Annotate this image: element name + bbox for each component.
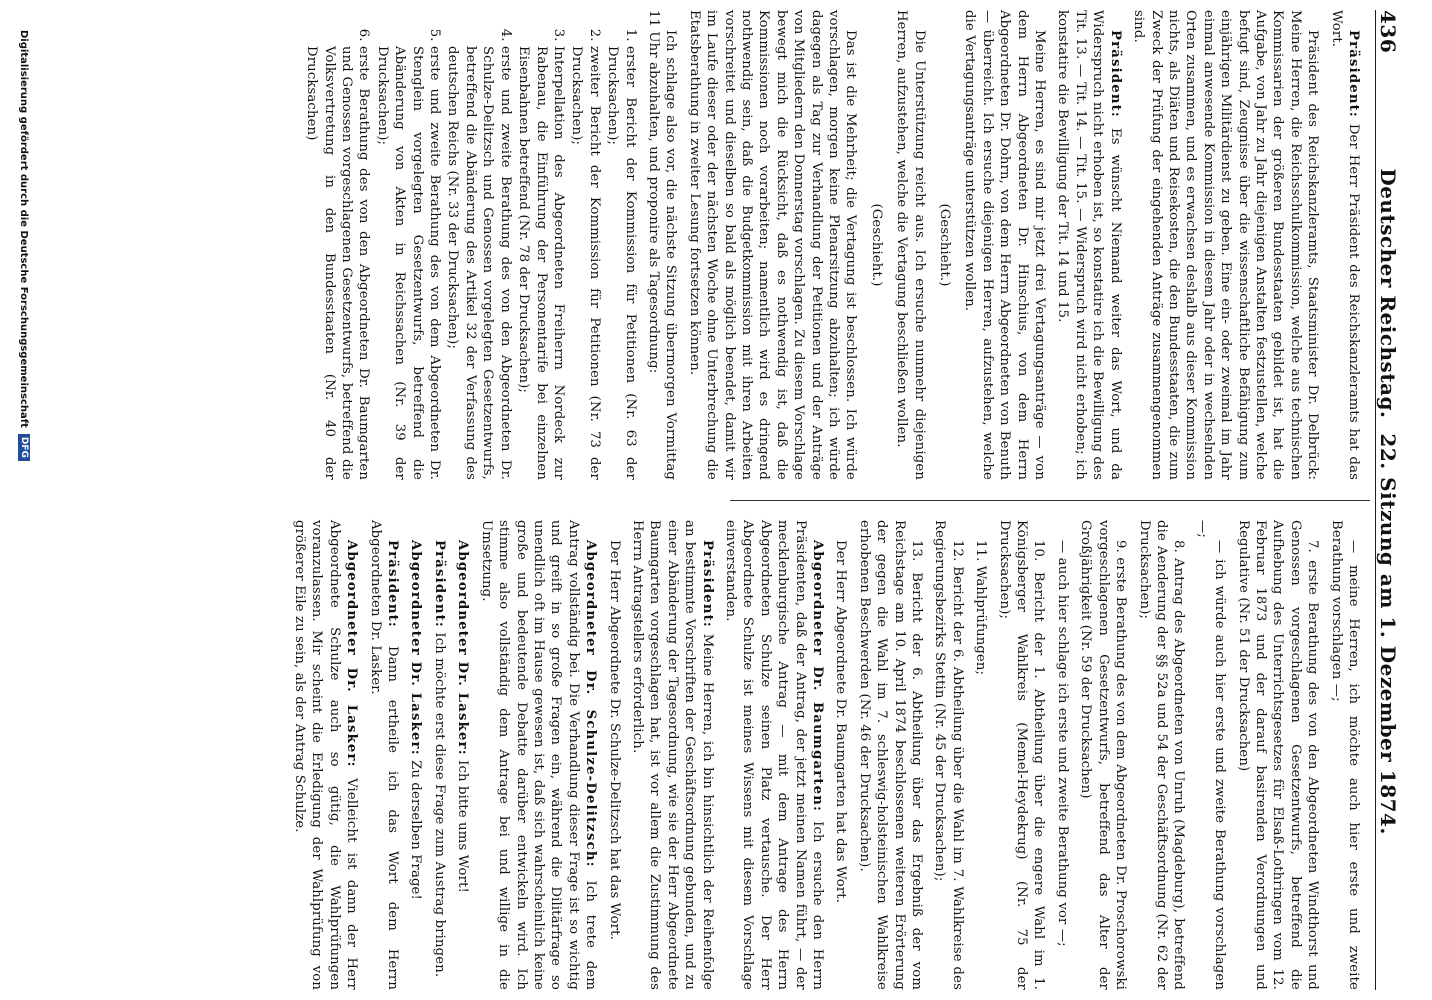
- paragraph-text: (Geschieht.): [937, 203, 953, 287]
- agenda-item: 2. zweiter Bericht der Kommission für Petitionen (Nr. 73 der Drucksachen);: [568, 46, 603, 480]
- document-page: [18, 10, 1420, 991]
- paragraph: [685, 10, 859, 480]
- paragraph: [1135, 520, 1187, 990]
- paragraph: [291, 520, 361, 990]
- paragraph-text: (Geschieht.): [868, 203, 884, 287]
- paragraph: [832, 520, 849, 990]
- paragraph: [961, 10, 1048, 480]
- paragraph-text: Präsident des Reichskanzleramts, Staatsminister Dr. Delbrück: Meine Herren, die Reichsschulkommission, welche aus technischen Kommissarien der größeren Bundesstaaten gebildet ist, hat die Aufgabe, von Jahr zu Jahr diejenigen Anstalten festzustellen, welche befugt sind, Zeugnisse über die wissenschaftliche Befähigung zum einjährigen Militärdienst zu geben. Eine ein- oder zweimal im Jahr einmal anwesende Kommission in diesem Jahr oder in wechselnden Orten zusammen, und es erwachsen deshalb aus dieser Kommission nichts, als Diäten und Reisekosten, die den Bundesstaaten, die zum Zweck der Prüfung der eingehenden Anträge zusammengenommen sind.: [1131, 10, 1321, 480]
- paragraph: [855, 520, 925, 990]
- paragraph: [867, 10, 884, 480]
- paragraph-text: 13. Bericht der 6. Abtheilung über das Ergebniß der vom Reichstage am 10. April 1874 beschlossenen weiteren Erörterung der gegen die Wahl im 7. schleswig-holsteinischen Wahlkreise erhobenen Beschwerden (Nr. 46 der Drucksachen).: [856, 520, 925, 990]
- paragraph-text: Meine Herren, es sind mir jetzt drei Vertagungsanträge — von dem Herrn Abgeordneten Dr. Hinschius, von dem Herrn Abgeordneten Dr. Dohrn, von dem Herrn Abgeordneten von Benuth — überreicht. Ich ersuche diejenigen Herren, aufzustehen, welche die Vertagungsanträge unterstützen wollen.: [962, 10, 1048, 480]
- paragraph-text: Der Herr Abgeordnete Dr. Schulze-Delitzsch hat das Wort.: [606, 540, 622, 940]
- paragraph-text: Die Unterstützung reicht aus. Ich ersuche nunmehr diejenigen Herren, aufzustehen, welche die Vertagung beschließen wollen.: [894, 10, 927, 480]
- paragraph: [1054, 10, 1124, 480]
- paragraph: [995, 520, 1047, 990]
- digitization-credit: [18, 30, 30, 990]
- paragraph: [1193, 520, 1228, 990]
- paragraph: [931, 520, 966, 990]
- page-header: [1375, 10, 1420, 990]
- paragraph: [605, 520, 622, 990]
- paragraph-text: Ich ersuche den Herrn Präsidenten, daß der Antrag, der jetzt meinen Namen führt, — der mecklenburgische Antrag — mit dem Antrage des Herrn Abgeordneten Schulze seinen Platz vertausche. Der Herr Abgeordnete Schulze ist meines Wissens mit diesem Vorschlage einverstanden.: [723, 520, 826, 991]
- paragraph: [645, 10, 680, 480]
- paragraph: [1054, 520, 1071, 990]
- dfg-logo: DFG: [18, 434, 30, 461]
- agenda-item: 4. erste und zweite Berathung des von den Abgeordneten Dr. Schulze-Delitzsch und Genossen vorgelegten Gesetzentwurfs, betreffend die Abänderung des Artikel 32 der Verfassung des deutschen Reichs (Nr. 33 der Drucksachen);: [444, 46, 514, 480]
- paragraph-text: 7. erste Berathung des von den Abgeordneten Windthorst und Genossen vorgeschlagenen Gesetzentwurfs, betreffend die Aufhebung des Unterrichtsgesetzes für Elsaß-Lothringen vom 12. Februar 1873 und der darauf basirenden Verordnungen und Regulative (Nr. 51 der Drucksachen): [1235, 520, 1321, 990]
- paragraph: [1327, 10, 1362, 480]
- paragraph-text: Der Herr Abgeordnete Dr. Baumgarten hat das Wort.: [833, 540, 849, 904]
- paragraph: [1327, 520, 1362, 990]
- speaker-name: Abgeordneter Dr. Schulze-Delitzsch:: [583, 540, 599, 868]
- paragraph-text: Ich möchte erst diese Frage zum Austrag bringen.: [431, 632, 447, 978]
- paragraph-text: Das ist die Mehrheit; die Vertagung ist beschlossen. Ich würde vorschlagen, morgen keine Plenarsitzung abzuhalten; ich würde dagegen als Tag zur Verhandlung der Petitionen und der Anträge von Mitgliedern den Donnerstag vorschlagen. Zu diesem Vorschlage bewegt mich die Rücksicht, daß es nothwendig ist, daß die Kommissionen noch vorarbeiten; namentlich wird es dringend nothwendig sein, daß die Budgetkommission mit ihren Arbeiten vorschreitet und dieselben so bald als möglich beendet, damit wir im Laufe dieser oder der nächsten Woche ohne Unterbrechung die Etatsberathung in zweiter Lesung fortsetzen können.: [686, 10, 859, 480]
- paragraph-text: Dann ertheile ich das Wort dem Herrn Abgeordneten Dr. Lasker.: [367, 520, 401, 991]
- paragraph-text: 11. Wahlprüfungen;: [973, 540, 989, 676]
- paragraph-text: — auch hier schlage ich erste und zweite Berathung vor —;: [1054, 540, 1070, 947]
- speaker-name: Präsident:: [699, 540, 715, 629]
- paragraph-text: 8. Antrag des Abgeordneten von Unruh (Magdeburg), betreffend die Aenderung der §§ 52a und 54 der Geschäftsordnung (Nr. 62 der Drucksachen);: [1136, 520, 1187, 990]
- paragraph: [477, 520, 599, 990]
- paragraph-text: 10. Bericht der 1. Abtheilung über die engere Wahl im 1. Königsberger Wahlkreis (Memel-Heydekrug) (Nr. 75 der Drucksachen);: [996, 520, 1047, 990]
- paragraph: [629, 520, 716, 990]
- speaker-name: Abgeordneter Dr. Baumgarten:: [810, 540, 826, 813]
- page-title: [1376, 53, 1400, 950]
- paragraph-text: — meine Herren, ich möchte auch hier erste und zweite Berathung vorschlagen —;: [1328, 520, 1361, 990]
- agenda-item: 5. erste und zweite Berathung des von dem Abgeordneten Dr. Stenglein vorgelegten Gesetzentwurfs, betreffend die Abänderung von Akten in Reichssachen (Nr. 39 der Drucksachen);: [373, 46, 443, 480]
- title: Deutscher Reichstag.: [1376, 168, 1400, 419]
- session-title: 22. Sitzung am 1. Dezember 1874.: [1376, 433, 1400, 835]
- paragraph: [431, 520, 448, 990]
- paragraph-text: Ich bitte ums Wort!: [455, 760, 471, 893]
- page-number: 436: [1376, 10, 1400, 54]
- paragraph: [1234, 520, 1321, 990]
- paragraph-text: Meine Herren, ich bin hinsichtlich der Reihenfolge an bestimmte Vorschriften der Geschäftsordnung gebunden, und zu einer Abänderung der Tagesordnung, wie sie der Herr Abgeordnete Baumgarten vorgeschlagen hat, ist vor allem die Zustimmung des Herrn Antragstellers erforderlich.: [629, 520, 715, 991]
- paragraph: [366, 520, 401, 990]
- paragraph: [893, 10, 928, 480]
- speaker-name: Präsident:: [1346, 30, 1361, 119]
- paragraph: [936, 10, 953, 480]
- speaker-name: Präsident:: [1107, 30, 1123, 119]
- paragraph-text: 12. Bericht der 6. Abtheilung über die Wahl im 7. Wahlkreise des Regierungsbezirks Stettin (Nr. 45 der Drucksachen);: [932, 520, 965, 990]
- paragraph: [972, 520, 989, 990]
- credit-text: Digitalisierung gefördert durch die Deutsche Forschungsgemeinschaft: [18, 30, 30, 428]
- left-column: [297, 10, 1362, 480]
- paragraph-text: Der Herr Präsident des Reichskanzleramts hat das Wort.: [1328, 10, 1361, 481]
- paragraph-text: Vielleicht ist dann der Herr Abgeordnete Schulze auch so gütig, die Wahlprüfungen voranzulassen. Mir scheint die Erledigung der Wahlprüfung von größerer Eile zu sein, als der Antrag Schulze.: [292, 520, 360, 990]
- agenda-item: 3. Interpellation des Abgeordneten Freiherrn Nordeck zur Rabenau, die Einführung der Personentarife bei einzelnen Eisenbahnen betreffend (Nr. 78 der Drucksachen);: [515, 46, 567, 480]
- paragraph-text: 9. erste Berathung des von dem Abgeordneten Dr. Proschorowski vorgeschlagenen Gesetzentwurfs, betreffend das Alter der Großjährigkeit (Nr. 59 der Drucksachen): [1078, 520, 1129, 990]
- paragraph-text: Zu derselben Frage!: [408, 760, 424, 900]
- paragraph: [1130, 10, 1321, 480]
- paragraph-text: Ich schlage also vor, die nächste Sitzung übermorgen Vormittag 11 Uhr abzuhalten, und proponire als Tagesordnung:: [645, 10, 679, 480]
- column-rule: [730, 500, 1370, 501]
- paragraph-text: — ich würde auch hier erste und zweite Berathung vorschlagen —;: [1194, 520, 1228, 990]
- speaker-name: Abgeordneter Dr. Lasker:: [455, 540, 471, 756]
- paragraph-text: Es wünscht Niemand weiter das Wort, und da Widerspruch nicht erhoben ist, so konstatire ich die Bewilligung des Tit. 13. — Tit. 14. — Tit. 15. — Widerspruch wird nicht erhoben; ich konstatire die Bewilligung der Tit. 14 und 15.: [1055, 10, 1123, 480]
- paragraph-text: Ich trete dem Antrag vollständig bei. Die Verhandlung dieser Frage ist so wichtig und greift in so große Fragen ein, während die Dilitärfrage so unendlich oft im Hause gewesen ist, daß sich wahrscheinlich keine große und bedeutende Debatte darüber entwickeln wird. Ich stimme also vollständig dem Antrage bei und willige in die Umsetzung.: [478, 520, 599, 991]
- speaker-name: Präsident:: [385, 540, 401, 629]
- agenda-item: 1. erster Bericht der Kommission für Petitionen (Nr. 63 der Drucksachen);: [604, 46, 639, 480]
- paragraph: [407, 520, 424, 990]
- right-column: [285, 520, 1362, 990]
- speaker-name: Abgeordneter Dr. Lasker:: [344, 540, 360, 768]
- paragraph: [722, 520, 826, 990]
- agenda-list: [303, 10, 639, 480]
- speaker-name: Präsident:: [431, 540, 447, 629]
- agenda-item: 6. erste Berathung des von den Abgeordneten Dr. Baumgarten und Genossen vorgeschlagenen Gesetzentwurfs, betreffend die Volksvertretung in den Bundesstaaten (Nr. 40 der Drucksachen): [303, 46, 373, 480]
- paragraph: [454, 520, 471, 990]
- paragraph: [1077, 520, 1129, 990]
- speaker-name: Abgeordneter Dr. Lasker:: [408, 540, 424, 756]
